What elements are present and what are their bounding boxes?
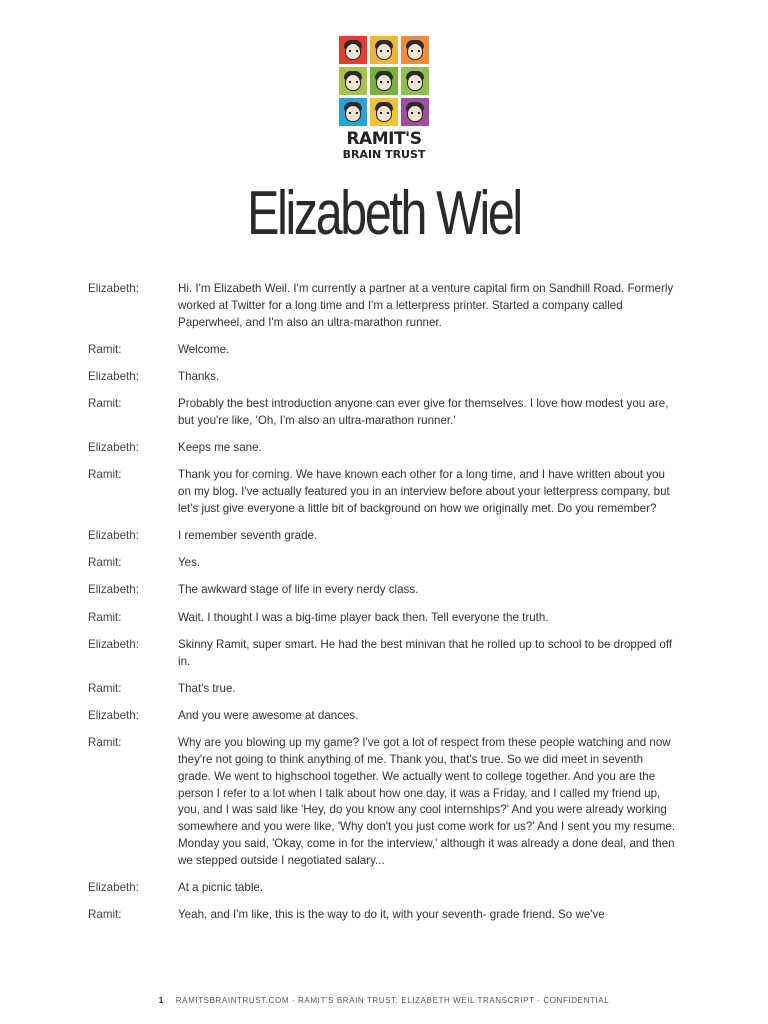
speaker-name: Ramit: <box>88 610 122 624</box>
speaker-name: Ramit: <box>88 342 122 356</box>
speaker-name: Elizabeth: <box>88 637 139 651</box>
transcript-entry <box>88 681 688 698</box>
logo-tile <box>401 67 429 95</box>
brand-logo <box>337 36 431 160</box>
logo-face-grid <box>339 36 431 126</box>
transcript-entry <box>88 735 688 869</box>
speaker-name: Elizabeth: <box>88 529 139 543</box>
logo-tile <box>370 36 398 64</box>
logo-line-2: BRAIN TRUST <box>342 148 426 161</box>
speaker-name: Ramit: <box>88 908 122 922</box>
transcript-entry <box>88 528 688 545</box>
speaker-name: Ramit: <box>88 681 122 695</box>
footer-text: RAMITSBRAINTRUST.COM · RAMIT'S BRAIN TRUST: ELIZABETH WEIL TRANSCRIPT · CONFIDENTIAL <box>175 996 610 1005</box>
page-number: 1 <box>158 996 164 1005</box>
speech-text: Thank you for coming. We have known each other for a long time, and I have written about you on my blog. I've actually featured you in an interview before about your letterpress company, but let's just give everyone a little bit of background on how we originally met. Do you remember? <box>178 468 670 515</box>
speech-text: Yeah, and I'm like, this is the way to do it, with your seventh- grade friend. So we've <box>178 908 605 922</box>
page-footer <box>0 996 768 1005</box>
speech-text: Keeps me sane. <box>178 441 262 455</box>
speaker-name: Ramit: <box>88 397 122 411</box>
logo-tile <box>339 36 367 64</box>
logo-tile <box>339 67 367 95</box>
speaker-name: Elizabeth: <box>88 709 139 723</box>
speech-text: That's true. <box>178 681 236 695</box>
transcript-entry <box>88 708 688 725</box>
speech-text: Probably the best introduction anyone can ever give for themselves. I love how modest you are, but you're like, 'Oh, I'm also an ultra-marathon runner.' <box>178 397 669 427</box>
transcript-entry <box>88 907 688 924</box>
speaker-name: Elizabeth: <box>88 282 139 295</box>
speech-text: Yes. <box>178 556 201 570</box>
speaker-name: Elizabeth: <box>88 583 139 597</box>
logo-tile <box>370 67 398 95</box>
transcript-entry <box>88 440 688 457</box>
transcript-entry <box>88 555 688 572</box>
transcript-entry <box>88 369 688 386</box>
logo-tile <box>401 98 429 126</box>
speech-text: Welcome. <box>178 342 230 356</box>
transcript-entry <box>88 880 688 897</box>
speaker-name: Ramit: <box>88 556 122 570</box>
speaker-name: Elizabeth: <box>88 880 139 894</box>
logo-tile <box>401 36 429 64</box>
transcript-entry <box>88 396 688 430</box>
logo-wordmark <box>337 131 431 160</box>
speaker-name: Elizabeth: <box>88 369 139 383</box>
transcript-entry <box>88 582 688 599</box>
speech-text: Skinny Ramit, super smart. He had the best minivan that he rolled up to school to be dropped off in. <box>178 637 673 668</box>
logo-tile <box>370 98 398 126</box>
speaker-name: Elizabeth: <box>88 441 139 455</box>
speech-text: At a picnic table. <box>178 880 264 894</box>
transcript-entry <box>88 610 688 627</box>
speech-text: Why are you blowing up my game? I've got a lot of respect from these people watching and now they're not going to think anything of me. Thank you, that's true. So we did meet in seventh grade. We went to highschool together. We actually went to college together. And you are the person I refer to a lot when I talk about how one day, it was a Friday, and I called my friend up, you, and I was said like 'Hey, do you know any cool internships?' And you were already working somewhere and you were like, 'Why don't you just come work for us?' And I sent you my resume. Monday you said, 'Okay, come in for the interview,' although it was already a done deal, and then we stepped outside I negotiated salary... <box>178 736 676 867</box>
transcript <box>88 281 688 934</box>
transcript-entry <box>88 637 688 671</box>
transcript-entry <box>88 281 688 331</box>
speech-text: I remember seventh grade. <box>178 529 318 543</box>
document-title: Elizabeth Wiel <box>247 179 521 248</box>
speaker-name: Ramit: <box>88 736 122 750</box>
speaker-name: Ramit: <box>88 468 122 482</box>
speech-text: The awkward stage of life in every nerdy class. <box>178 583 419 597</box>
logo-line-1: RAMIT'S <box>346 129 422 149</box>
speech-text: Thanks. <box>178 369 220 383</box>
speech-text: Wait. I thought I was a big-time player back then. Tell everyone the truth. <box>178 610 549 624</box>
speech-text: Hi. I'm Elizabeth Weil. I'm currently a partner at a venture capital firm on Sandhill Road. Formerly worked at Twitter for a long time and I'm a letterpress printer. Started a company called Paperwheel, and I'm also an ultra-marathon runner. <box>178 282 674 329</box>
speech-text: And you were awesome at dances. <box>178 709 359 723</box>
logo-tile <box>339 98 367 126</box>
transcript-entry <box>88 467 688 517</box>
transcript-entry <box>88 342 688 359</box>
